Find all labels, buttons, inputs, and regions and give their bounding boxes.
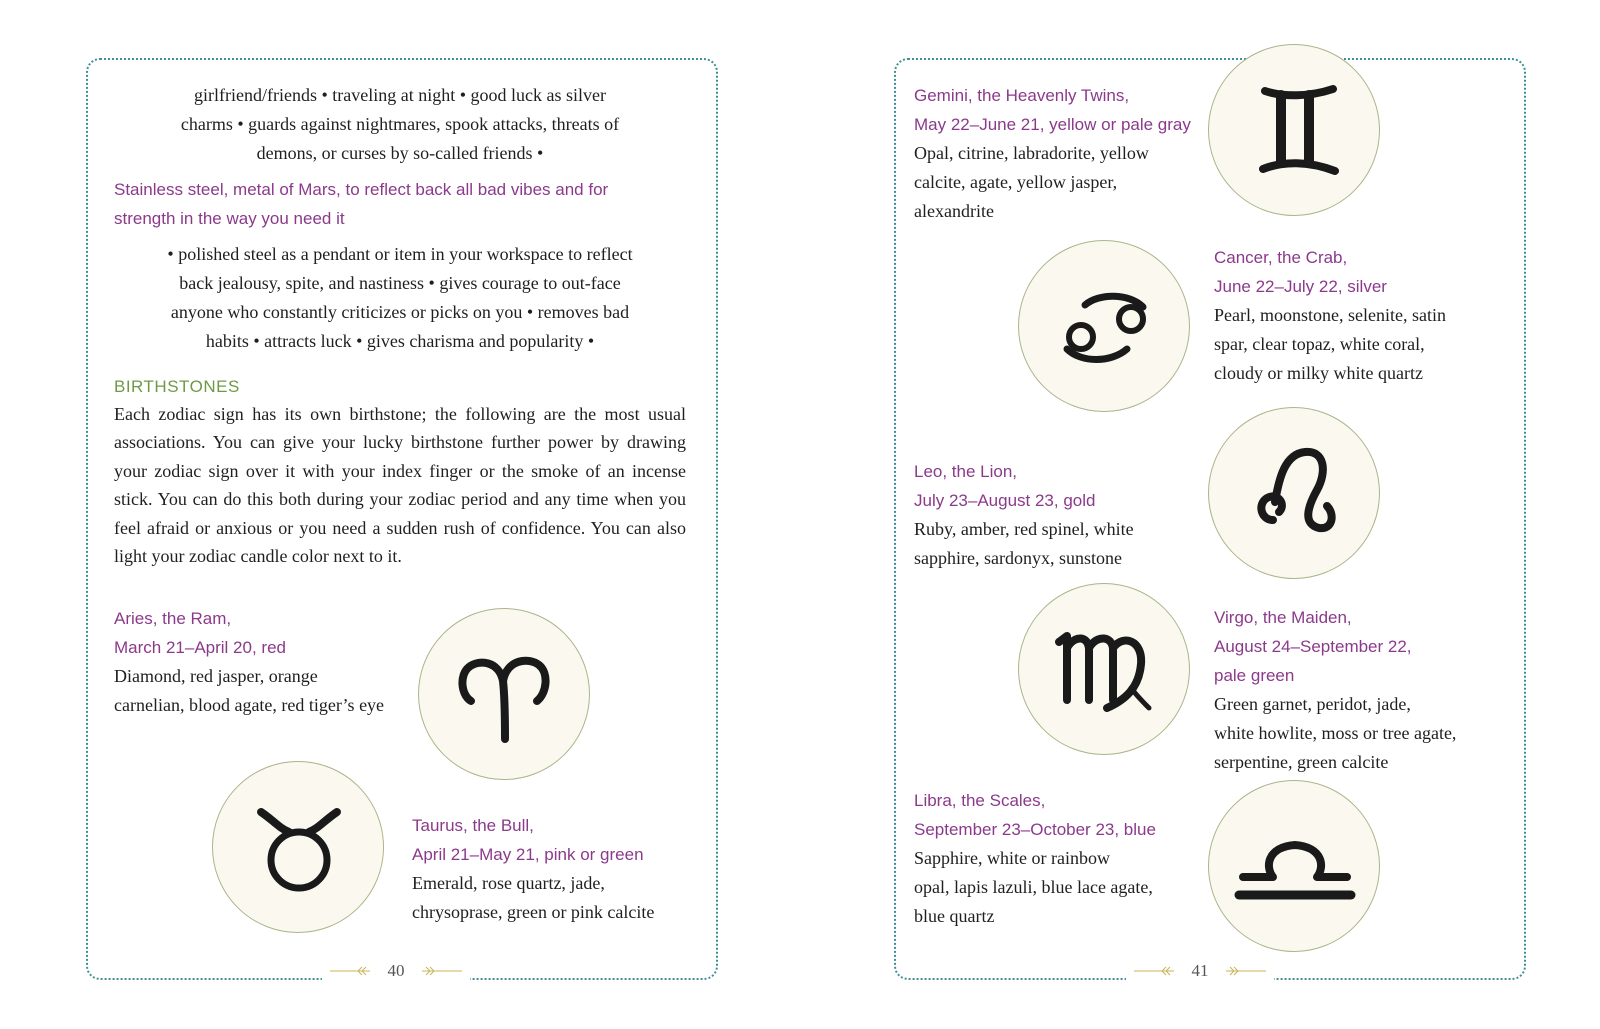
text-line: charms • guards against nightmares, spook attacks, threats of (180, 114, 620, 134)
sign-dates: pale green (1214, 666, 1295, 685)
sign-title: Gemini, the Heavenly Twins, (914, 86, 1130, 105)
sign-dates: July 23–August 23, gold (914, 491, 1096, 510)
sign-stones: Ruby, amber, red spinel, white (914, 519, 1134, 539)
steel-heading (114, 175, 694, 233)
sign-block-leo (914, 457, 1214, 573)
sign-stones: spar, clear topaz, white coral, (1214, 334, 1425, 354)
sign-stones: alexandrite (914, 201, 994, 221)
page-number: 40 (387, 961, 405, 980)
sign-title: Taurus, the Bull, (412, 816, 534, 835)
sprig-ornament-icon (328, 964, 372, 978)
sign-title: Aries, the Ram, (114, 609, 232, 628)
heading-line: strength in the way you need it (114, 209, 345, 228)
intro-text (114, 81, 686, 168)
sign-block-virgo (1214, 603, 1514, 777)
cancer-icon (1018, 240, 1190, 412)
birthstones-paragraph: Each zodiac sign has its own birthstone; the following are the most usual associations. You can give your lucky birthstone further power by drawing your zodiac sign over it with your index finger or the smoke of an incense stick. You can do this both during your zodiac period and any time when you feel afraid or anxious or you need a sudden rush of confidence. You can also light your zodiac candle color next to it. (114, 404, 686, 567)
text-line: • polished steel as a pendant or item in your workspace to reflect (167, 244, 633, 264)
sign-stones: Opal, citrine, labradorite, yellow (914, 143, 1149, 163)
sign-dates: September 23–October 23, blue (914, 820, 1156, 839)
page-number: 41 (1191, 961, 1209, 980)
sign-stones: calcite, agate, yellow jasper, (914, 172, 1118, 192)
sign-dates: August 24–September 22, (1214, 637, 1412, 656)
sign-title: Virgo, the Maiden, (1214, 608, 1352, 627)
sprig-ornament-icon (420, 964, 464, 978)
sign-block-cancer (1214, 243, 1514, 388)
sign-title: Leo, the Lion, (914, 462, 1018, 481)
right-page-footer (1126, 958, 1274, 984)
libra-icon (1208, 780, 1380, 952)
sign-stones: opal, lapis lazuli, blue lace agate, (914, 877, 1153, 897)
sign-stones: sapphire, sardonyx, sunstone (914, 548, 1122, 568)
text-line: girlfriend/friends • traveling at night • good luck as silver (193, 85, 606, 105)
sign-block-taurus (412, 811, 712, 927)
sign-block-libra (914, 786, 1214, 931)
sign-stones: chrysoprase, green or pink calcite (412, 902, 655, 922)
sign-dates: May 22–June 21, yellow or pale gray (914, 115, 1191, 134)
sign-block-aries (114, 604, 414, 720)
sign-title: Libra, the Scales, (914, 791, 1046, 810)
virgo-icon (1018, 583, 1190, 755)
sign-stones: blue quartz (914, 906, 995, 926)
left-page-footer (322, 958, 470, 984)
sprig-ornament-icon (1224, 964, 1268, 978)
sign-stones: Emerald, rose quartz, jade, (412, 873, 605, 893)
birthstones-heading: BIRTHSTONES (114, 377, 240, 396)
gemini-icon (1208, 44, 1380, 216)
text-line: back jealousy, spite, and nastiness • gives courage to out-face (179, 273, 621, 293)
sign-stones: Green garnet, peridot, jade, (1214, 694, 1411, 714)
sign-block-gemini (914, 81, 1214, 226)
sign-stones: Diamond, red jasper, orange (114, 666, 318, 686)
sign-stones: carnelian, blood agate, red tiger’s eye (114, 695, 385, 715)
sign-stones: white howlite, moss or tree agate, (1214, 723, 1457, 743)
heading-line: Stainless steel, metal of Mars, to reflect back all bad vibes and for (114, 180, 609, 199)
sign-dates: April 21–May 21, pink or green (412, 845, 644, 864)
steel-text (114, 240, 686, 356)
sign-title: Cancer, the Crab, (1214, 248, 1348, 267)
sign-dates: March 21–April 20, red (114, 638, 286, 657)
leo-icon (1208, 407, 1380, 579)
sign-dates: June 22–July 22, silver (1214, 277, 1387, 296)
sign-stones: Sapphire, white or rainbow (914, 848, 1110, 868)
text-line: demons, or curses by so-called friends • (256, 143, 544, 163)
sprig-ornament-icon (1132, 964, 1176, 978)
taurus-icon (212, 761, 384, 933)
text-line: anyone who constantly criticizes or picks on you • removes bad (170, 302, 630, 322)
sign-stones: cloudy or milky white quartz (1214, 363, 1423, 383)
sign-stones: Pearl, moonstone, selenite, satin (1214, 305, 1446, 325)
aries-icon (418, 608, 590, 780)
sign-stones: serpentine, green calcite (1214, 752, 1389, 772)
text-line: habits • attracts luck • gives charisma and popularity • (205, 331, 595, 351)
